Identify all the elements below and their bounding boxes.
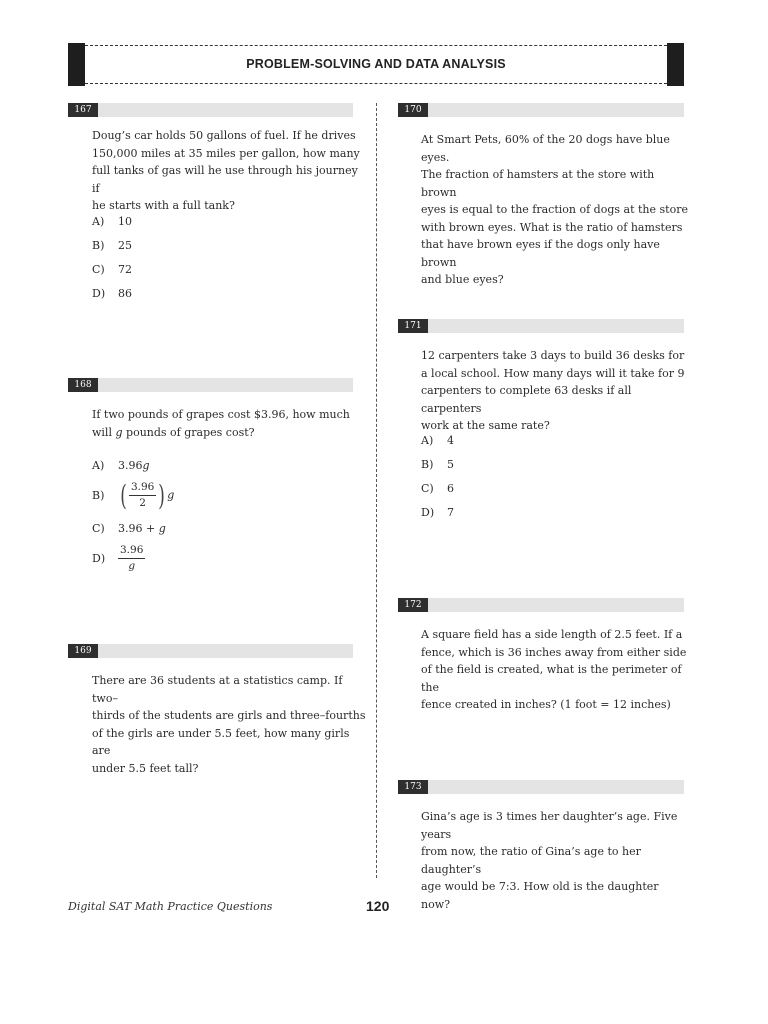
question-line: If two pounds of grapes cost $3.96, how much xyxy=(92,408,350,421)
question-text-171 xyxy=(421,347,689,435)
answer-option-c[interactable]: C) 6 xyxy=(421,482,454,495)
question-text-167 xyxy=(92,127,362,215)
banner-right-bar xyxy=(667,43,684,86)
question-line: that have brown eyes if the dogs only have brown xyxy=(421,238,660,269)
question-header-173 xyxy=(398,780,684,794)
answer-option-a[interactable]: A) 3.96g xyxy=(92,459,150,472)
question-text-170 xyxy=(421,131,689,289)
option-text: 10 xyxy=(118,215,132,228)
question-text-172 xyxy=(421,626,691,714)
question-text-168 xyxy=(92,406,362,441)
question-line: and blue eyes? xyxy=(421,273,504,286)
question-line: age would be 7:3. How old is the daughter now? xyxy=(421,880,659,911)
option-letter: A) xyxy=(92,215,105,228)
question-line: fence created in inches? (1 foot = 12 inches) xyxy=(421,698,671,711)
question-line: eyes is equal to the fraction of dogs at the store xyxy=(421,203,688,216)
question-line: a local school. How many days will it take for 9 xyxy=(421,366,685,380)
question-line: of the girls are under 5.5 feet, how many girls are xyxy=(92,726,350,757)
question-line: from now, the ratio of Gina’s age to her daughter’s xyxy=(421,845,641,876)
question-line: There are 36 students at a statistics camp. If two– xyxy=(92,674,343,705)
question-text-173 xyxy=(421,808,691,913)
option-letter: B) xyxy=(92,239,105,252)
option-text: 86 xyxy=(118,287,132,300)
footer-book-title: Digital SAT Math Practice Questions xyxy=(68,900,273,913)
option-letter: C) xyxy=(92,263,105,276)
option-letter: D) xyxy=(92,287,106,300)
page-number: 120 xyxy=(366,898,390,914)
fraction: $\frac{3.96}{g}$ xyxy=(120,544,144,572)
question-number: 172 xyxy=(398,598,428,612)
question-line: thirds of the students are girls and three–fourths xyxy=(92,709,366,722)
question-header-168 xyxy=(68,378,353,392)
question-line: full tanks of gas will he use through his journey if xyxy=(92,164,358,195)
question-line: 12 carpenters take 3 days to build 36 desks for xyxy=(421,349,685,362)
answer-option-b[interactable]: B) 5 xyxy=(421,458,454,471)
answer-option-d[interactable]: D) $\frac{3.96}{g}$ xyxy=(92,544,144,572)
section-title: PROBLEM-SOLVING AND DATA ANALYSIS xyxy=(246,57,506,71)
question-line: of the field is created, what is the perimeter of the xyxy=(421,663,682,694)
question-header-167 xyxy=(68,103,353,117)
option-text: 72 xyxy=(118,263,132,276)
question-line: work at the same rate? xyxy=(421,419,550,432)
question-number: 168 xyxy=(68,378,98,392)
question-line: At Smart Pets, 60% of the 20 dogs have blue eyes. xyxy=(421,133,670,164)
answer-option-d[interactable] xyxy=(92,287,132,301)
question-number: 167 xyxy=(68,103,98,117)
question-line: carpenters to complete 63 desks if all carpenters xyxy=(421,384,632,415)
answer-option-b[interactable]: B) ( $\frac{3.96}{2}$ ) g xyxy=(92,478,175,512)
question-number: 169 xyxy=(68,644,98,658)
question-header-170 xyxy=(398,103,684,117)
question-line: under 5.5 feet tall? xyxy=(92,761,199,775)
question-header-172 xyxy=(398,598,684,612)
question-header-171 xyxy=(398,319,684,333)
section-banner xyxy=(68,43,684,86)
question-line: Doug’s car holds 50 gallons of fuel. If he drives xyxy=(92,129,356,142)
question-line: 150,000 miles at 35 miles per gallon, how many xyxy=(92,146,360,160)
question-number: 171 xyxy=(398,319,428,333)
banner-left-bar xyxy=(68,43,85,86)
question-line: Gina’s age is 3 times her daughter’s age. Five years xyxy=(421,810,678,841)
answer-option-d[interactable]: D) 7 xyxy=(421,506,454,519)
answer-option-b[interactable] xyxy=(92,239,132,253)
right-paren: ) xyxy=(158,478,166,512)
question-number: 170 xyxy=(398,103,428,117)
fraction: $\frac{3.96}{2}$ xyxy=(130,481,155,509)
question-header-169 xyxy=(68,644,353,658)
option-text: 25 xyxy=(118,239,132,252)
question-line: A square field has a side length of 2.5 feet. If a xyxy=(421,628,683,641)
question-number: 173 xyxy=(398,780,428,794)
banner-top-dashes xyxy=(85,45,667,46)
answer-option-c[interactable]: C) 3.96 + g xyxy=(92,522,166,535)
question-line: The fraction of hamsters at the store with brown xyxy=(421,168,655,199)
question-line: will g pounds of grapes cost? xyxy=(92,425,255,439)
banner-bottom-dashes xyxy=(85,83,667,84)
answer-option-c[interactable] xyxy=(92,263,132,277)
question-text-169 xyxy=(92,672,367,777)
left-paren: ( xyxy=(120,478,127,512)
column-divider xyxy=(376,103,377,878)
question-line: he starts with a full tank? xyxy=(92,199,235,212)
answer-option-a[interactable] xyxy=(92,215,132,229)
question-line: fence, which is 36 inches away from either side xyxy=(421,645,687,659)
answer-option-a[interactable]: A) 4 xyxy=(421,434,454,447)
question-line: with brown eyes. What is the ratio of hamsters xyxy=(421,220,683,234)
